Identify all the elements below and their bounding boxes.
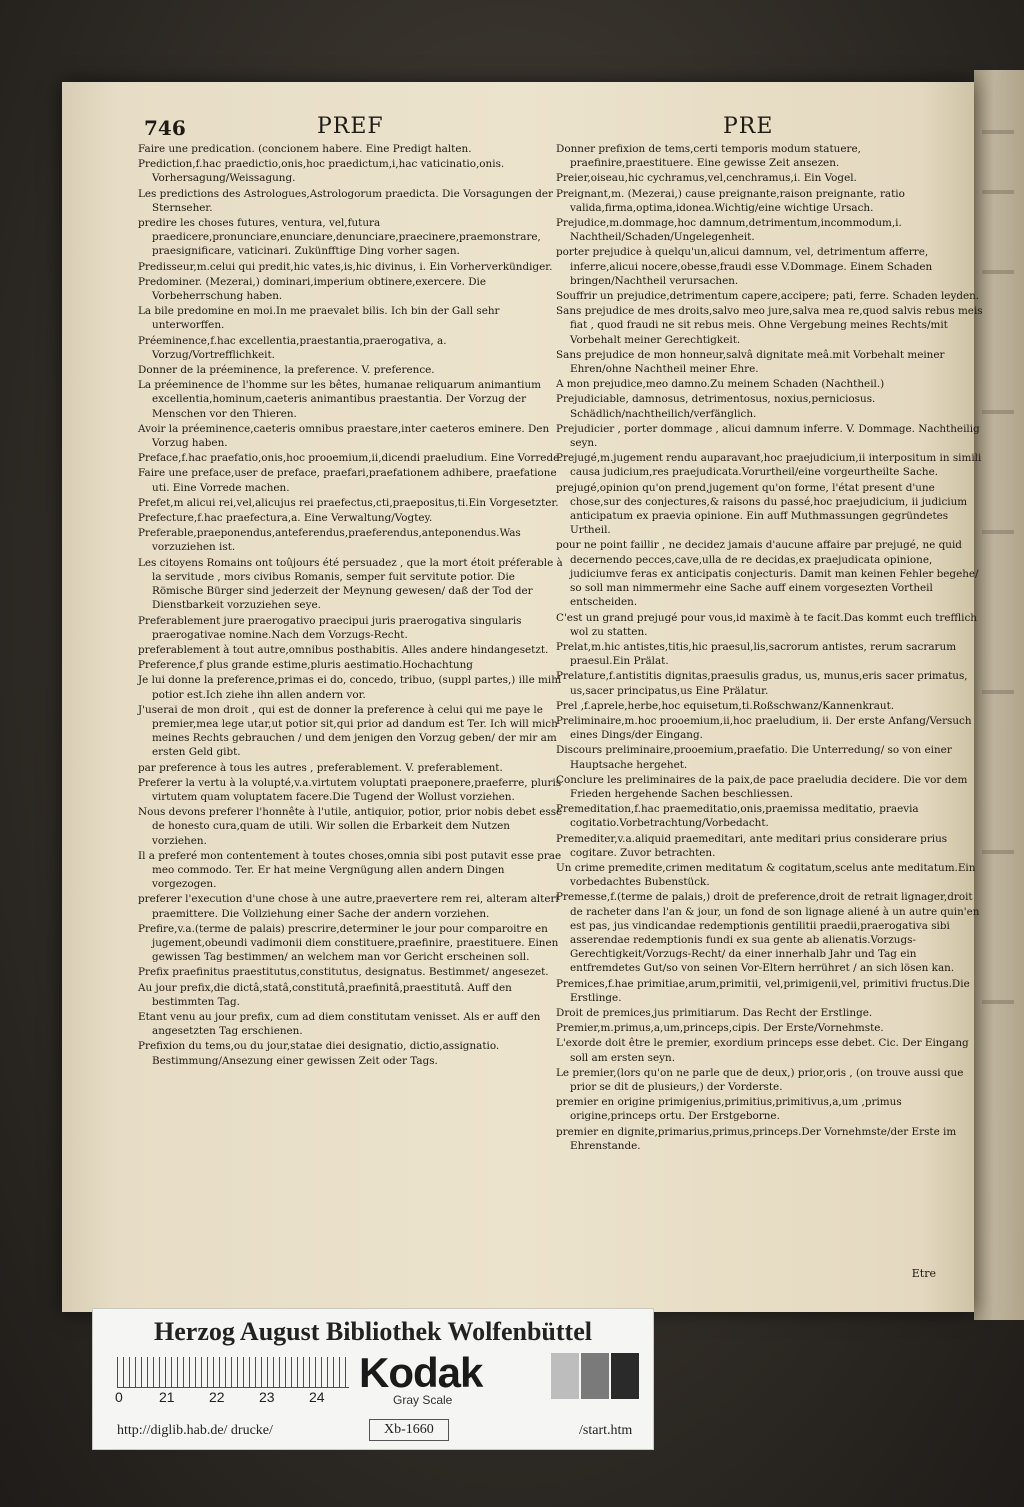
dictionary-entry: Donner prefixion de tems,certi temporis modum statuere, praefinire,praestituere. Eine gewisse Zeit ansezen. [556, 143, 861, 170]
ruler-label: 23 [259, 1389, 275, 1405]
book-page [62, 82, 983, 1312]
dictionary-entry: pour ne point faillir , ne decidez jamais d'aucune affaire par prejugé, ne quid decernendo pecces,cave,ulla de re decidas,ex praejudicata opinione, judiciumve feras ex anticipatis conjecturis. Damit man keinen Fehler begehe/ so soll man nimmermehr eine Sache auff einem vorgesezten Vortheil entscheiden. [556, 539, 979, 609]
dictionary-entry: preferer l'execution d'une chose à une autre,praevertere rem rei, alteram alteri praemittere. Die Vollziehung einer Sache der andern vorziehen. [138, 893, 559, 920]
target-card [92, 1308, 654, 1450]
dictionary-entry: Il a preferé mon contentement à toutes choses,omnia sibi post putavit esse prae meo commodo. Ter. Er hat meine Vergnügung allen andern Dingen vorgezogen. [138, 849, 562, 891]
dictionary-entry: Premices,f.hae primitiae,arum,primitii, vel,primigenii,vel, primitivi fructus.Die Erstlinge. [556, 977, 970, 1004]
dictionary-entry: Un crime premedite,crimen meditatum & cogitatum,scelus ante meditatum.Ein vorbedachtes Bubenstück. [556, 861, 976, 889]
ruler-scale [117, 1357, 349, 1388]
dictionary-entry: Preface,f.hac praefatio,onis,hoc prooemium,ii,dicendi praeludium. Eine Vorrede. [138, 452, 563, 465]
ruler-label: 0 [115, 1389, 123, 1405]
dictionary-entry: Nous devons preferer l'honnête à l'utile, antiquior, potior, prior nobis debet esse de honesto cura,quam de utili. Wir sollen die Erbarkeit dem Nutzen vorziehen. [138, 806, 563, 847]
dictionary-entry: Premesse,f.(terme de palais,) droit de preference,droit de retrait lignager,droit de racheter dans l'an & jour, un fond de son lignage aliené à un autre quin'en est pas, jus vindicandae redemptionis gentilitii praedii,praerogativa sibi asserendae redemptionis fundi ex sua gente ab alienatis.Vorzugs-Gerechtigkeit/Vorzugs-Recht/ da einer innerhalb Jahr und Tag ein entfremdetes Gut/so von seinen Vor-Eltern herrühret / an sich lösen kan. [556, 891, 980, 975]
ruler-label: 21 [159, 1389, 175, 1405]
dictionary-entry: Avoir la préeminence,caeteris omnibus praestare,inter caeteros eminere. Den Vorzug haben. [138, 422, 550, 450]
right-running-head: PRE [723, 114, 774, 139]
catchword: Etre [911, 1267, 936, 1280]
dictionary-entry: preferablement à tout autre,omnibus posthabitis. Alles andere hindangesetzt. [138, 643, 549, 656]
dictionary-entry: Prefix praefinitus praestitutus,constitutus, designatus. Bestimmet/ angesezet. [138, 966, 549, 979]
dictionary-entry: Droit de premices,jus primitiarum. Das Recht der Erstlinge. [556, 1006, 873, 1019]
dictionary-entry: Preignant,m. (Mezerai,) cause preignante,raison preignante, ratio valida,firma,optima,idonea.Wichtig/eine wichtige Ursach. [556, 187, 905, 214]
dictionary-entry: predire les choses futures, ventura, vel,futura praedicere,pronunciare,enunciare,denunciare,praecinere,praemonstrare, praesignificare, vaticinari. Zukünfftige Ding vorher sagen. [138, 217, 541, 258]
dictionary-entry: C'est un grand prejugé pour vous,id maximè à te facit.Das kommt euch trefflich wol zu statten. [556, 611, 978, 638]
kodak-logo: Kodak [359, 1349, 483, 1396]
dictionary-entry: Preliminaire,m.hoc prooemium,ii,hoc praeludium, ii. Der erste Anfang/Versuch eines Dings/der Eingang. [556, 714, 972, 742]
dictionary-entry: Preference,f plus grande estime,pluris aestimatio.Hochachtung [138, 659, 473, 672]
dictionary-entry: Sans prejudice de mon honneur,salvâ dignitate meâ.mit Vorbehalt meiner Ehren/ohne Nachtheil meiner Ehre. [556, 348, 945, 376]
dictionary-entry: prejugé,opinion qu'on prend,jugement qu'on forme, l'état present d'une chose,sur des conjectures,& raisons du passé,hoc praejudicium, ii judicium anticipatum ex praevia opinione. Ein auff Muthmassungen gegründetes Urtheil. [556, 481, 968, 537]
library-name: Herzog August Bibliothek Wolfenbüttel [154, 1317, 592, 1346]
left-column [138, 142, 568, 1069]
dictionary-entry: Prefire,v.a.(terme de palais) prescrire,determiner le jour pour comparoitre en jugement,obeundi vadimonii diem constituere,praefinire, praestituere. Einen gewissen Tag bestimmen/ an welchem man vor Gericht erscheinen soll. [138, 922, 559, 964]
dictionary-entry: La préeminence de l'homme sur les bêtes, humanae reliquarum animantium excellentia,hominum,caeteris animantibus praestantia. Der Vorzug der Menschen vor den Thieren. [138, 379, 542, 420]
dictionary-entry: La bile predomine en moi.In me praevalet bilis. Ich bin der Gall sehr unterworffen. [138, 305, 500, 332]
ruler-label: 24 [309, 1389, 325, 1405]
dictionary-entry: Prejudice,m.dommage,hoc damnum,detrimentum,incommodum,i. Nachtheil/Schaden/Ungelegenheit. [556, 217, 902, 244]
dictionary-entry: Preier,oiseau,hic cychramus,vel,cenchramus,i. Ein Vogel. [556, 172, 857, 185]
dictionary-entry: Les predictions des Astrologues,Astrologorum praedicta. Die Vorsagungen der Sternseher. [138, 187, 553, 214]
dictionary-entry: premier en dignite,primarius,primus,princeps.Der Vornehmste/der Erste im Ehrenstande. [556, 1125, 957, 1152]
dictionary-entry: Prelature,f.antistitis dignitas,praesulis gradus, us, munus,eris sacer primatus, us,sacer principatus,us Eine Prälatur. [556, 670, 968, 697]
dictionary-entry: Preferablement jure praerogativo praecipui juris praerogativa singularis praerogativae nomine.Nach dem Vorzugs-Recht. [138, 614, 522, 641]
dictionary-entry: Predisseur,m.celui qui predit,hic vates,is,hic divinus, i. Ein Vorherverkündiger. [138, 260, 553, 273]
dictionary-entry: Premeditation,f.hac praemeditatio,onis,praemissa meditatio, praevia cogitatio.Vorbetrachtung/Vorbedacht. [556, 803, 919, 830]
dictionary-entry: porter prejudice à quelqu'un,alicui damnum, vel, detrimentum afferre, inferre,alicui nocere,obesse,fraudi esse V.Dommage. Einem Schaden bringen/Nachtheil verursachen. [556, 246, 933, 287]
dictionary-entry: Prefixion du tems,ou du jour,statae diei designatio, dictio,assignatio. Bestimmung/Ansezung einer gewissen Zeit oder Tags. [138, 1040, 500, 1067]
dictionary-entry: Le premier,(lors qu'on ne parle que de deux,) prior,oris , (on trouve aussi que prior se dit de plusieurs,) der Vorderste. [556, 1066, 964, 1093]
dictionary-entry: par preference à tous les autres , preferablement. V. preferablement. [138, 761, 503, 774]
dictionary-entry: Souffrir un prejudice,detrimentum capere,accipere; pati, ferre. Schaden leyden. [556, 290, 980, 303]
dictionary-entry: Prejudiciable, damnosus, detrimentosus, noxius,perniciosus. Schädlich/nachtheilich/verfänglich. [556, 393, 876, 420]
dictionary-entry: premier en origine primigenius,primitius,primitivus,a,um ,primus origine,princeps ortu. Der Erstgeborne. [556, 1096, 902, 1123]
dictionary-entry: A mon prejudice,meo damno.Zu meinem Schaden (Nachtheil.) [556, 378, 885, 391]
dictionary-entry: Donner de la préeminence, la preference. V. preference. [138, 364, 435, 377]
dictionary-entry: Prel ,f.aprele,herbe,hoc equisetum,ti.Roßschwanz/Kannenkraut. [556, 699, 895, 712]
dictionary-entry: Prejudicier , porter dommage , alicui damnum inferre. V. Dommage. Nachtheilig seyn. [556, 422, 980, 450]
dictionary-entry: Au jour prefix,die dictâ,statâ,constitutâ,praefinitâ,praestitutâ. Auff den bestimmten Tag. [138, 981, 512, 1008]
left-running-head: PREF [317, 114, 384, 139]
dictionary-entry: Préeminence,f.hac excellentia,praestantia,praerogativa, a. Vorzug/Vortrefflichkeit. [138, 334, 447, 361]
right-column [556, 142, 986, 1154]
gray-swatch [581, 1353, 609, 1399]
dictionary-entry: Faire une preface,user de preface, praefari,praefationem adhibere, praefatione uti. Eine Vorrede machen. [138, 467, 557, 494]
dictionary-entry: Prefecture,f.hac praefectura,a. Eine Verwaltung/Vogtey. [138, 512, 433, 525]
dictionary-entry: Preferable,praeponendus,anteferendus,praeferendus,anteponendus.Was vorzuziehen ist. [138, 527, 521, 554]
dictionary-entry: Prejugé,m.jugement rendu auparavant,hoc praejudicium,ii interpositum in simili causa judicium,res praejudicata.Vorurtheil/eine vorgeurtheilte Sache. [556, 452, 982, 479]
gray-scale-label: Gray Scale [393, 1393, 453, 1407]
dictionary-entry: Premediter,v.a.aliquid praemeditari, ante meditari prius considerare prius cogitare. Zuvor betrachten. [556, 832, 948, 859]
dictionary-entry: Premier,m.primus,a,um,princeps,cipis. Der Erste/Vornehmste. [556, 1022, 884, 1035]
url-right: /start.htm [579, 1423, 633, 1438]
gray-swatch [551, 1353, 579, 1399]
ruler-labels [115, 1389, 355, 1405]
dictionary-entry: Conclure les preliminaires de la paix,de pace praeludia decidere. Die vor dem Frieden hergehende Sachen beschliessen. [556, 773, 968, 800]
dictionary-entry: Etant venu au jour prefix, cum ad diem constitutam venisset. Als er auff den angesetzten Tag erschienen. [138, 1010, 541, 1038]
ruler-label: 22 [209, 1389, 225, 1405]
dictionary-entry: Predominer. (Mezerai,) dominari,imperium obtinere,exercere. Die Vorbeherrschung haben. [138, 275, 487, 303]
dictionary-entry: Prelat,m.hic antistes,titis,hic praesul,lis,sacrorum antistes, rerum sacrarum praesul.Ein Prälat. [556, 640, 957, 668]
card-footer [93, 1419, 653, 1443]
dictionary-entry: Je lui donne la preference,primas ei do, concedo, tribuo, (suppl partes,) ille mihi potior est.Ich ziehe ihn allen andern vor. [138, 674, 562, 701]
dictionary-entry: Discours preliminaire,prooemium,praefatio. Die Unterredung/ so von einer Hauptsache hergehet. [556, 744, 952, 771]
shelfmark: Xb-1660 [369, 1419, 449, 1441]
gray-swatch [611, 1353, 639, 1399]
dictionary-entry: L'exorde doit être le premier, exordium princeps esse debet. Cic. Der Eingang soll am ersten seyn. [556, 1037, 969, 1064]
running-header [62, 116, 974, 140]
dictionary-entry: Preferer la vertu à la volupté,v.a.virtutem voluptati praeponere,praeferre, pluris virtutem quam voluptatem facere.Die Tugend der Wollust vorziehen. [138, 776, 562, 803]
dictionary-entry: Les citoyens Romains ont toûjours été persuadez , que la mort étoit préferable à la servitude , mors civibus Romanis, semper fuit servitute potior. Die Römische Bürger sind jederzeit der Meynung gewesen/ daß der Tod der Dienstbarkeit vorzuziehen seye. [138, 556, 563, 612]
page-number: 746 [144, 116, 186, 140]
dictionary-entry: Sans prejudice de mes droits,salvo meo jure,salva mea re,quod salvis rebus meis fiat , quod fraudi ne sit rebus meis. Ohne Vergebung meines Rechts/mit Vorbehalt meiner Gerechtigkeit. [556, 305, 983, 346]
dictionary-entry: Faire une predication. (concionem habere. Eine Predigt halten. [138, 143, 472, 155]
dictionary-entry: J'userai de mon droit , qui est de donner la preference à celui qui me paye le premier,mea lege utar,ut potior sit,qui prior ad dandum est Ter. Ich will mich meines Rechts gebrauchen / und dem jenigen den Vorzug geben/ der mir am ersten Geld gibt. [138, 703, 558, 759]
dictionary-entry: Prediction,f.hac praedictio,onis,hoc praedictum,i,hac vaticinatio,onis. Vorhersagung/Weissagung. [138, 158, 505, 185]
dictionary-entry: Prefet,m alicui rei,vel,alicujus rei praefectus,cti,praepositus,ti.Ein Vorgesetzter. [138, 496, 559, 509]
url-left: http://diglib.hab.de/ drucke/ [117, 1423, 273, 1438]
